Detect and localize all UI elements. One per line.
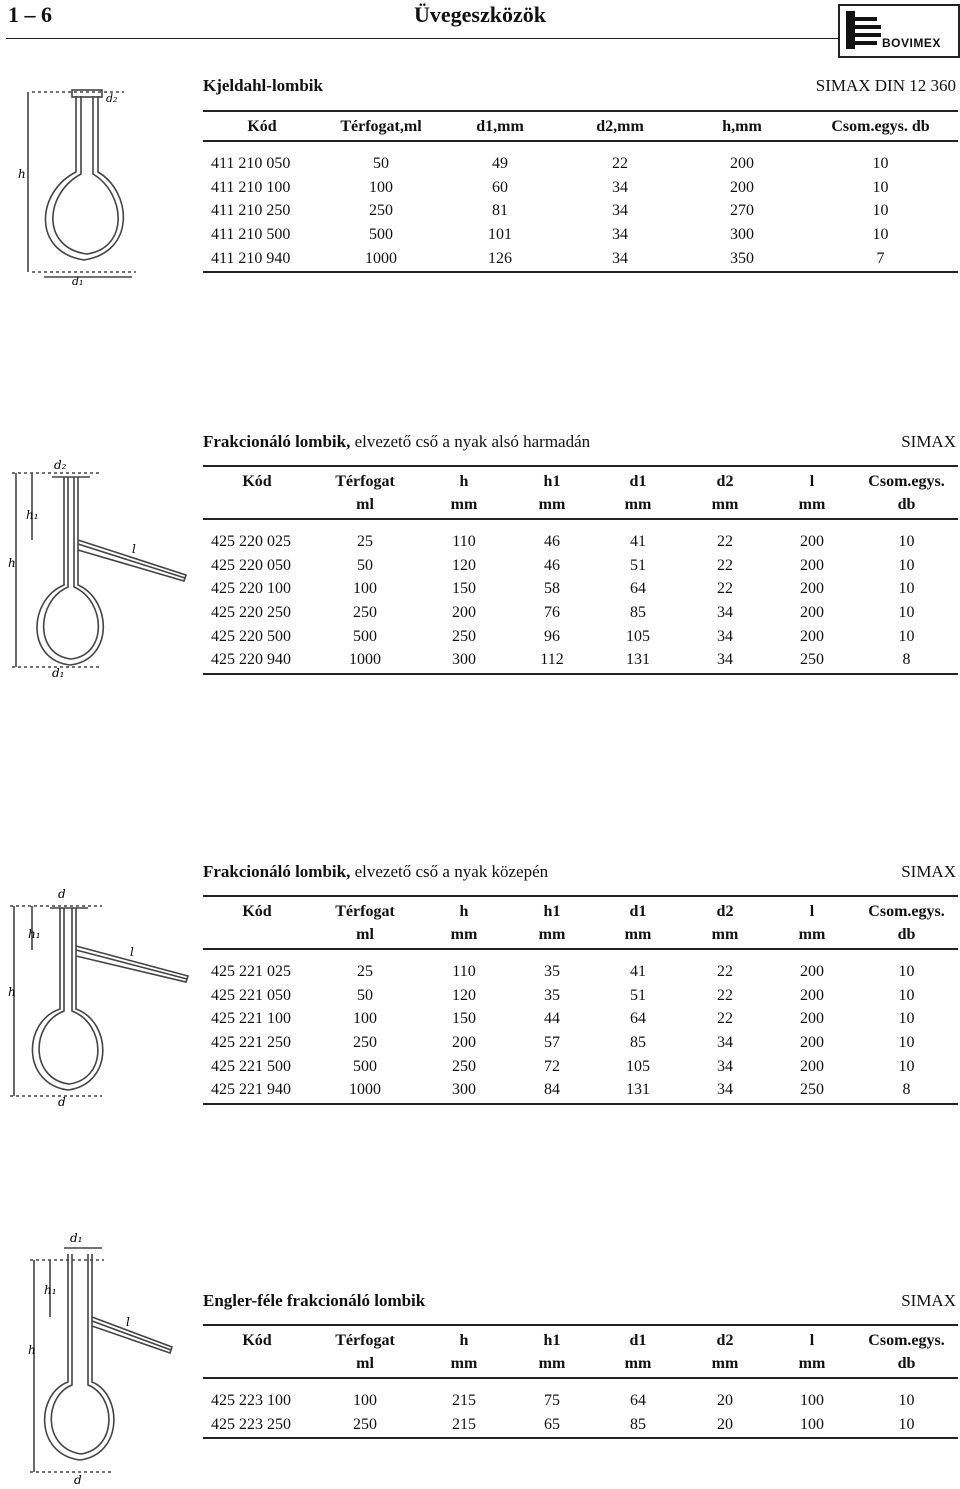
table-cell: 131 bbox=[595, 1078, 681, 1104]
table-cell: 34 bbox=[612, 225, 628, 243]
column-unit: ml bbox=[311, 923, 419, 949]
table-cell: 10 bbox=[898, 962, 915, 980]
column-unit: mm bbox=[509, 923, 595, 949]
table-cell: 10 bbox=[872, 154, 889, 172]
table-cell: 200 bbox=[800, 556, 824, 574]
section-spec-fractionating-middle: SIMAX bbox=[901, 862, 956, 881]
table-cell: 1000 bbox=[311, 648, 419, 674]
table-cell: 100 bbox=[800, 1391, 824, 1409]
table-cell: 200 bbox=[800, 1057, 824, 1075]
table-cell: 200 bbox=[730, 178, 754, 196]
product-code-cell: 425 220 050 bbox=[211, 556, 291, 574]
table-cell: 75 bbox=[544, 1391, 560, 1409]
column-header: Csom.egys. db bbox=[803, 111, 958, 141]
table-cell: 215 bbox=[452, 1391, 476, 1409]
column-header: h,mm bbox=[681, 111, 803, 141]
table-cell: 20 bbox=[717, 1391, 733, 1409]
product-code-cell: 425 220 025 bbox=[211, 532, 291, 550]
table-row bbox=[203, 223, 958, 247]
table-cell: 105 bbox=[626, 627, 650, 645]
product-code-cell: 425 221 250 bbox=[211, 1033, 291, 1051]
table-cell: 46 bbox=[544, 532, 560, 550]
column-unit: mm bbox=[681, 1352, 769, 1378]
drawing-label-d1: d₁ bbox=[52, 666, 65, 680]
table-cell: 7 bbox=[803, 247, 958, 273]
table-cell: 85 bbox=[630, 603, 646, 621]
table-row bbox=[203, 984, 958, 1008]
table-cell: 96 bbox=[544, 627, 560, 645]
product-code-cell: 425 221 500 bbox=[211, 1057, 291, 1075]
table-cell: 110 bbox=[452, 962, 476, 980]
table-cell: 200 bbox=[730, 154, 754, 172]
table-cell: 200 bbox=[800, 603, 824, 621]
column-unit: mm bbox=[681, 493, 769, 519]
table-cell: 1000 bbox=[321, 247, 441, 273]
column-header: Kód bbox=[203, 111, 321, 141]
table-row bbox=[203, 199, 958, 223]
table-row bbox=[203, 949, 958, 984]
table-cell: 64 bbox=[630, 1010, 646, 1028]
table-cell: 200 bbox=[452, 603, 476, 621]
column-header: d2,mm bbox=[559, 111, 681, 141]
column-header: h bbox=[419, 896, 509, 923]
table-body bbox=[203, 949, 958, 1104]
engler-table bbox=[203, 1324, 958, 1439]
section-title-kjeldahl: Kjeldahl-lombik bbox=[203, 76, 323, 95]
column-unit: mm bbox=[419, 493, 509, 519]
column-unit: mm bbox=[595, 493, 681, 519]
table-cell: 10 bbox=[898, 1391, 915, 1409]
table-cell: 44 bbox=[544, 1010, 560, 1028]
product-code-cell: 425 221 050 bbox=[211, 986, 291, 1004]
table-cell: 34 bbox=[612, 178, 628, 196]
table-cell: 81 bbox=[492, 202, 508, 220]
column-unit: ml bbox=[311, 493, 419, 519]
table-row bbox=[203, 1413, 958, 1439]
table-cell: 10 bbox=[898, 1057, 915, 1075]
column-header: Térfogat bbox=[311, 896, 419, 923]
column-unit: mm bbox=[595, 1352, 681, 1378]
table-cell: 120 bbox=[452, 556, 476, 574]
drawing-label-d2: d₂ bbox=[106, 92, 118, 105]
column-unit: mm bbox=[769, 493, 855, 519]
drawing-label-l: l bbox=[130, 945, 134, 959]
table-cell: 350 bbox=[681, 247, 803, 273]
drawing-label-h: h bbox=[18, 167, 26, 181]
column-header: Csom.egys. bbox=[855, 896, 958, 923]
table-cell: 100 bbox=[769, 1413, 855, 1439]
column-header: h1 bbox=[509, 1325, 595, 1352]
table-cell: 200 bbox=[800, 962, 824, 980]
product-code-cell: 425 223 250 bbox=[203, 1413, 311, 1439]
table-body bbox=[203, 141, 958, 272]
table-cell: 84 bbox=[509, 1078, 595, 1104]
product-code-cell: 425 220 500 bbox=[211, 627, 291, 645]
column-header: Csom.egys. bbox=[855, 466, 958, 493]
table-cell: 34 bbox=[681, 648, 769, 674]
section-spec-fractionating-lower: SIMAX bbox=[901, 432, 956, 451]
column-header: d1 bbox=[595, 466, 681, 493]
table-cell: 200 bbox=[800, 627, 824, 645]
table-cell: 250 bbox=[452, 1057, 476, 1075]
product-code-cell: 425 220 100 bbox=[211, 580, 291, 598]
drawing-label-d2: d₂ bbox=[54, 458, 67, 472]
table-cell: 200 bbox=[800, 986, 824, 1004]
table-cell: 49 bbox=[492, 154, 508, 172]
table-cell: 200 bbox=[800, 532, 824, 550]
table-cell: 131 bbox=[595, 648, 681, 674]
fractionating-middle-table bbox=[203, 895, 958, 1105]
drawing-label-d: d bbox=[58, 887, 66, 901]
drawing-label-h: h bbox=[8, 985, 16, 999]
table-cell: 10 bbox=[898, 1033, 915, 1051]
table-cell: 100 bbox=[353, 580, 377, 598]
logo-mark-icon bbox=[846, 11, 882, 49]
logo-text: BOVIMEX bbox=[882, 36, 941, 50]
column-unit: mm bbox=[419, 1352, 509, 1378]
page-title: Üvegeszközök bbox=[414, 2, 546, 27]
table-cell: 34 bbox=[612, 202, 628, 220]
table-cell: 64 bbox=[630, 1391, 646, 1409]
column-header: Kód bbox=[203, 466, 311, 493]
table-cell: 126 bbox=[441, 247, 559, 273]
column-header: h bbox=[419, 466, 509, 493]
drawing-label-l: l bbox=[126, 1315, 130, 1329]
product-code-cell: 425 221 940 bbox=[203, 1078, 311, 1104]
table-body bbox=[203, 1378, 958, 1438]
table-cell: 10 bbox=[898, 627, 915, 645]
table-cell: 250 bbox=[353, 603, 377, 621]
table-cell: 150 bbox=[452, 1010, 476, 1028]
column-unit: mm bbox=[769, 1352, 855, 1378]
table-row bbox=[203, 1055, 958, 1079]
table-cell: 250 bbox=[769, 648, 855, 674]
column-unit: mm bbox=[509, 1352, 595, 1378]
table-cell: 250 bbox=[452, 627, 476, 645]
table-cell: 58 bbox=[544, 580, 560, 598]
table-cell: 101 bbox=[488, 225, 512, 243]
table-cell: 50 bbox=[357, 986, 373, 1004]
column-unit: db bbox=[855, 1352, 958, 1378]
column-unit bbox=[203, 493, 311, 519]
table-cell: 112 bbox=[509, 648, 595, 674]
fractionating-lower-table bbox=[203, 465, 958, 675]
product-code-cell: 425 220 940 bbox=[203, 648, 311, 674]
table-cell: 20 bbox=[681, 1413, 769, 1439]
drawing-label-h1: h₁ bbox=[26, 508, 39, 522]
column-header: Térfogat,ml bbox=[321, 111, 441, 141]
table-row bbox=[203, 176, 958, 200]
fractionating-flask-middle-drawing bbox=[2, 884, 192, 1109]
header-rule bbox=[6, 38, 952, 39]
table-cell: 10 bbox=[855, 1413, 958, 1439]
table-cell: 25 bbox=[357, 532, 373, 550]
column-header: Térfogat bbox=[311, 466, 419, 493]
table-cell: 8 bbox=[855, 648, 958, 674]
table-cell: 150 bbox=[452, 580, 476, 598]
table-cell: 22 bbox=[717, 1010, 733, 1028]
table-cell: 41 bbox=[630, 532, 646, 550]
table-cell: 51 bbox=[630, 556, 646, 574]
column-unit: mm bbox=[419, 923, 509, 949]
table-cell: 10 bbox=[872, 202, 889, 220]
kjeldahl-table bbox=[203, 110, 958, 273]
column-header: l bbox=[769, 466, 855, 493]
table-cell: 34 bbox=[717, 603, 733, 621]
table-row bbox=[203, 1378, 958, 1413]
column-header: Térfogat bbox=[311, 1325, 419, 1352]
table-cell: 35 bbox=[544, 986, 560, 1004]
column-header: d2 bbox=[681, 896, 769, 923]
table-cell: 215 bbox=[419, 1413, 509, 1439]
table-cell: 300 bbox=[419, 648, 509, 674]
table-row bbox=[203, 625, 958, 649]
table-cell: 22 bbox=[612, 154, 628, 172]
section-title-fractionating-middle: Frakcionáló lombik, elvezető cső a nyak közepén bbox=[203, 862, 549, 881]
product-code-cell: 425 221 025 bbox=[211, 962, 291, 980]
table-row bbox=[203, 519, 958, 554]
section-title-fractionating-lower: Frakcionáló lombik, elvezető cső a nyak alsó harmadán bbox=[203, 432, 591, 451]
table-cell: 100 bbox=[353, 1391, 377, 1409]
column-header: d2 bbox=[681, 466, 769, 493]
table-cell: 22 bbox=[717, 986, 733, 1004]
section-spec-engler: SIMAX bbox=[901, 1291, 956, 1310]
kjeldahl-flask-drawing bbox=[14, 82, 149, 287]
product-code-cell: 411 210 500 bbox=[211, 225, 291, 243]
column-header: h bbox=[419, 1325, 509, 1352]
table-body bbox=[203, 519, 958, 674]
table-cell: 250 bbox=[369, 202, 393, 220]
table-cell: 100 bbox=[353, 1010, 377, 1028]
drawing-label-d: d bbox=[74, 1473, 82, 1484]
table-cell: 100 bbox=[369, 178, 393, 196]
table-cell: 10 bbox=[898, 556, 915, 574]
table-cell: 22 bbox=[717, 532, 733, 550]
fractionating-flask-lower-drawing bbox=[2, 455, 192, 680]
product-code-cell: 425 223 100 bbox=[211, 1391, 291, 1409]
column-header: l bbox=[769, 1325, 855, 1352]
table-cell: 500 bbox=[353, 627, 377, 645]
drawing-label-h: h bbox=[28, 1343, 36, 1357]
product-code-cell: 425 221 100 bbox=[211, 1010, 291, 1028]
table-cell: 64 bbox=[630, 580, 646, 598]
table-cell: 10 bbox=[898, 532, 915, 550]
table-cell: 72 bbox=[544, 1057, 560, 1075]
table-cell: 8 bbox=[855, 1078, 958, 1104]
table-cell: 250 bbox=[353, 1033, 377, 1051]
table-row bbox=[203, 577, 958, 601]
column-unit: ml bbox=[311, 1352, 419, 1378]
table-cell: 200 bbox=[452, 1033, 476, 1051]
drawing-label-h: h bbox=[8, 556, 16, 570]
table-row bbox=[203, 1007, 958, 1031]
table-cell: 300 bbox=[730, 225, 754, 243]
column-unit: db bbox=[855, 493, 958, 519]
table-cell: 250 bbox=[769, 1078, 855, 1104]
table-cell: 200 bbox=[800, 1010, 824, 1028]
table-cell: 76 bbox=[544, 603, 560, 621]
bovimex-logo bbox=[838, 4, 960, 58]
table-cell: 25 bbox=[357, 962, 373, 980]
table-cell: 105 bbox=[626, 1057, 650, 1075]
table-row bbox=[203, 247, 958, 273]
table-cell: 50 bbox=[357, 556, 373, 574]
table-cell: 250 bbox=[311, 1413, 419, 1439]
column-header: h1 bbox=[509, 896, 595, 923]
table-cell: 50 bbox=[373, 154, 389, 172]
table-cell: 22 bbox=[717, 556, 733, 574]
drawing-label-d1: d₁ bbox=[72, 275, 84, 287]
product-code-cell: 411 210 250 bbox=[211, 202, 291, 220]
table-row bbox=[203, 601, 958, 625]
column-unit: db bbox=[855, 923, 958, 949]
product-code-cell: 411 210 100 bbox=[211, 178, 291, 196]
table-cell: 22 bbox=[717, 962, 733, 980]
table-cell: 10 bbox=[898, 603, 915, 621]
table-cell: 34 bbox=[717, 1057, 733, 1075]
table-cell: 10 bbox=[898, 580, 915, 598]
section-spec-kjeldahl: SIMAX DIN 12 360 bbox=[815, 76, 956, 95]
table-cell: 34 bbox=[559, 247, 681, 273]
table-row bbox=[203, 141, 958, 176]
column-header: d1 bbox=[595, 1325, 681, 1352]
column-unit bbox=[203, 923, 311, 949]
table-cell: 500 bbox=[369, 225, 393, 243]
table-row bbox=[203, 1078, 958, 1104]
column-header: l bbox=[769, 896, 855, 923]
column-header: d2 bbox=[681, 1325, 769, 1352]
table-cell: 51 bbox=[630, 986, 646, 1004]
table-cell: 34 bbox=[717, 627, 733, 645]
table-row bbox=[203, 1031, 958, 1055]
drawing-label-h1: h₁ bbox=[28, 927, 41, 941]
column-unit bbox=[203, 1352, 311, 1378]
table-cell: 10 bbox=[872, 178, 889, 196]
column-header: Csom.egys. bbox=[855, 1325, 958, 1352]
page-number: 1 – 6 bbox=[8, 2, 52, 27]
table-cell: 110 bbox=[452, 532, 476, 550]
drawing-label-d1: d₁ bbox=[70, 1231, 83, 1245]
table-cell: 65 bbox=[509, 1413, 595, 1439]
table-cell: 57 bbox=[544, 1033, 560, 1051]
column-header: d1 bbox=[595, 896, 681, 923]
table-cell: 270 bbox=[730, 202, 754, 220]
table-row bbox=[203, 648, 958, 674]
column-unit: mm bbox=[509, 493, 595, 519]
table-cell: 200 bbox=[800, 580, 824, 598]
table-cell: 10 bbox=[898, 986, 915, 1004]
table-cell: 22 bbox=[717, 580, 733, 598]
column-header: Kód bbox=[203, 1325, 311, 1352]
product-code-cell: 411 210 050 bbox=[211, 154, 291, 172]
table-cell: 120 bbox=[452, 986, 476, 1004]
table-cell: 200 bbox=[800, 1033, 824, 1051]
table-cell: 10 bbox=[898, 1010, 915, 1028]
table-cell: 34 bbox=[717, 1033, 733, 1051]
column-unit: mm bbox=[769, 923, 855, 949]
table-row bbox=[203, 554, 958, 578]
product-code-cell: 411 210 940 bbox=[203, 247, 321, 273]
table-cell: 35 bbox=[544, 962, 560, 980]
table-cell: 10 bbox=[872, 225, 889, 243]
table-cell: 1000 bbox=[311, 1078, 419, 1104]
drawing-label-d-bottom: d bbox=[58, 1095, 66, 1109]
table-cell: 85 bbox=[630, 1033, 646, 1051]
table-cell: 500 bbox=[353, 1057, 377, 1075]
column-header: Kód bbox=[203, 896, 311, 923]
section-title-engler: Engler-féle frakcionáló lombik bbox=[203, 1291, 426, 1310]
table-cell: 85 bbox=[595, 1413, 681, 1439]
column-unit: mm bbox=[681, 923, 769, 949]
engler-flask-drawing bbox=[4, 1222, 179, 1484]
table-cell: 34 bbox=[681, 1078, 769, 1104]
drawing-label-h1: h₁ bbox=[44, 1283, 57, 1297]
column-unit: mm bbox=[595, 923, 681, 949]
drawing-label-l: l bbox=[132, 542, 136, 556]
table-cell: 41 bbox=[630, 962, 646, 980]
column-header: h1 bbox=[509, 466, 595, 493]
table-cell: 300 bbox=[419, 1078, 509, 1104]
table-cell: 46 bbox=[544, 556, 560, 574]
product-code-cell: 425 220 250 bbox=[211, 603, 291, 621]
column-header: d1,mm bbox=[441, 111, 559, 141]
table-cell: 60 bbox=[492, 178, 508, 196]
